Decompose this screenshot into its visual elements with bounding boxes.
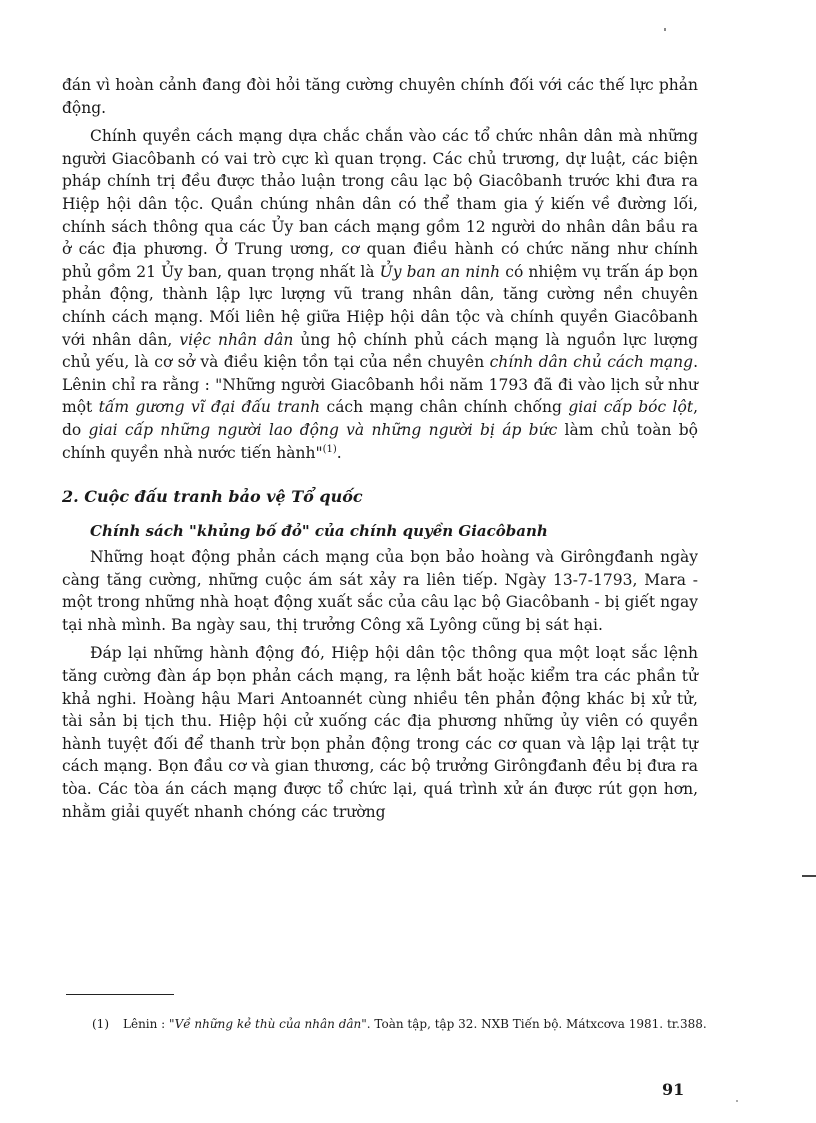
text-run: Lênin : "	[123, 1017, 175, 1031]
paragraph	[62, 74, 698, 119]
scan-mark	[664, 28, 666, 31]
emphasis-text: Ủy ban an ninh	[379, 262, 501, 281]
text-run: làm chủ toàn bộ chính quyền nhà nước tiến hành"	[62, 420, 698, 462]
footnote-number: (1)	[92, 1017, 109, 1031]
text-run: ủng hộ chính phủ cách mạng là nguồn lực lượng chủ yếu, là cơ sở và điều kiện tồn tại của nền chuyên	[62, 330, 698, 372]
emphasis-text: việc nhân dân	[179, 330, 294, 349]
text-run: cách mạng chân chính chống	[320, 398, 569, 417]
emphasis-text: tấm gương vĩ đại đấu tranh	[98, 398, 321, 417]
text-run: .	[336, 443, 342, 462]
footnote	[92, 1016, 712, 1032]
scan-edge-mark	[802, 875, 816, 877]
section-heading: 2. Cuộc đấu tranh bảo vệ Tổ quốc	[62, 487, 363, 507]
footnote-divider	[66, 994, 174, 995]
emphasis-text: Về những kẻ thù của nhân dân	[174, 1017, 362, 1031]
text-run: Chính quyền cách mạng dựa chắc chắn vào các tổ chức nhân dân mà những người Giacôbanh có vai trò cực kì quan trọng. Các chủ trương, dự luật, các biện pháp chính trị đều được thảo luận trong câu lạc bộ Giacôbanh trước khi đưa ra Hiệp hội dân tộc. Quần chúng nhân dân có thể tham gia ý kiến về đường lối, chính sách thông qua các Ủy ban cách mạng gồm 12 người do nhân dân bầu ra ở các địa phương. Ở Trung ương, cơ quan điều hành có chức năng như chính phủ gồm 21 Ủy ban, quan trọng nhất là	[62, 127, 698, 281]
emphasis-text: giai cấp những người lao động và những người bị áp bức	[88, 420, 558, 439]
text-run: có nhiệm vụ trấn áp bọn phản động, thành lập lực lượng vũ trang nhân dân, tăng cường nền chuyên chính cách mạng. Mối liên hệ giữa Hiệp hội dân tộc và chính quyền Giacôbanh với nhân dân,	[62, 262, 698, 349]
emphasis-text: giai cấp bóc lột	[568, 398, 694, 417]
footnote-text	[123, 1017, 707, 1031]
text-run: ". Toàn tập, tập 32. NXB Tiến bộ. Mátxcơva 1981. tr.388.	[361, 1017, 707, 1031]
page-number: 91	[662, 1080, 685, 1099]
top-paragraphs	[62, 74, 698, 464]
paragraph	[62, 125, 698, 464]
scan-dot	[736, 1100, 738, 1102]
sub-heading: Chính sách "khủng bố đỏ" của chính quyền Giacôbanh	[90, 522, 548, 541]
paragraph	[62, 546, 698, 636]
text-run: Đáp lại những hành động đó, Hiệp hội dân tộc thông qua một loạt sắc lệnh tăng cường đàn áp bọn phản cách mạng, ra lệnh bắt hoặc kiểm tra các phần tử khả nghi. Hoàng hậu Mari Antoannét cùng nhiều tên phản động khác bị xử tử, tài sản bị tịch thu. Hiệp hội cử xuống các địa phương những ủy viên có quyền hành tuyệt đối để thanh trừ bọn phản động trong các cơ quan và lập lại trật tự cách mạng. Bọn đầu cơ và gian thương, các bộ trưởng Girôngđanh đều bị đưa ra tòa. Các tòa án cách mạng được tổ chức lại, quá trình xử án được rút gọn hơn, nhằm giải quyết nhanh chóng các trường	[62, 644, 698, 821]
footnote-ref: (1)	[322, 443, 337, 455]
text-run: đán vì hoàn cảnh đang đòi hỏi tăng cường chuyên chính đối với các thế lực phản động.	[62, 76, 698, 117]
paragraph	[62, 642, 698, 823]
text-run: Những hoạt động phản cách mạng của bọn bảo hoàng và Girôngđanh ngày càng tăng cường, những cuộc ám sát xảy ra liên tiếp. Ngày 13-7-1793, Mara - một trong những nhà hoạt động xuất sắc của câu lạc bộ Giacôbanh - bị giết ngay tại nhà mình. Ba ngày sau, thị trưởng Công xã Lyông cũng bị sát hại.	[62, 548, 698, 634]
page-body	[62, 74, 698, 823]
bottom-paragraphs	[62, 546, 698, 823]
text-run: , do	[62, 398, 698, 439]
emphasis-text: chính dân chủ cách mạng	[489, 353, 694, 372]
text-run: . Lênin chỉ ra rằng : "Những người Giacôbanh hồi năm 1793 đã đi vào lịch sử như một	[62, 353, 698, 417]
